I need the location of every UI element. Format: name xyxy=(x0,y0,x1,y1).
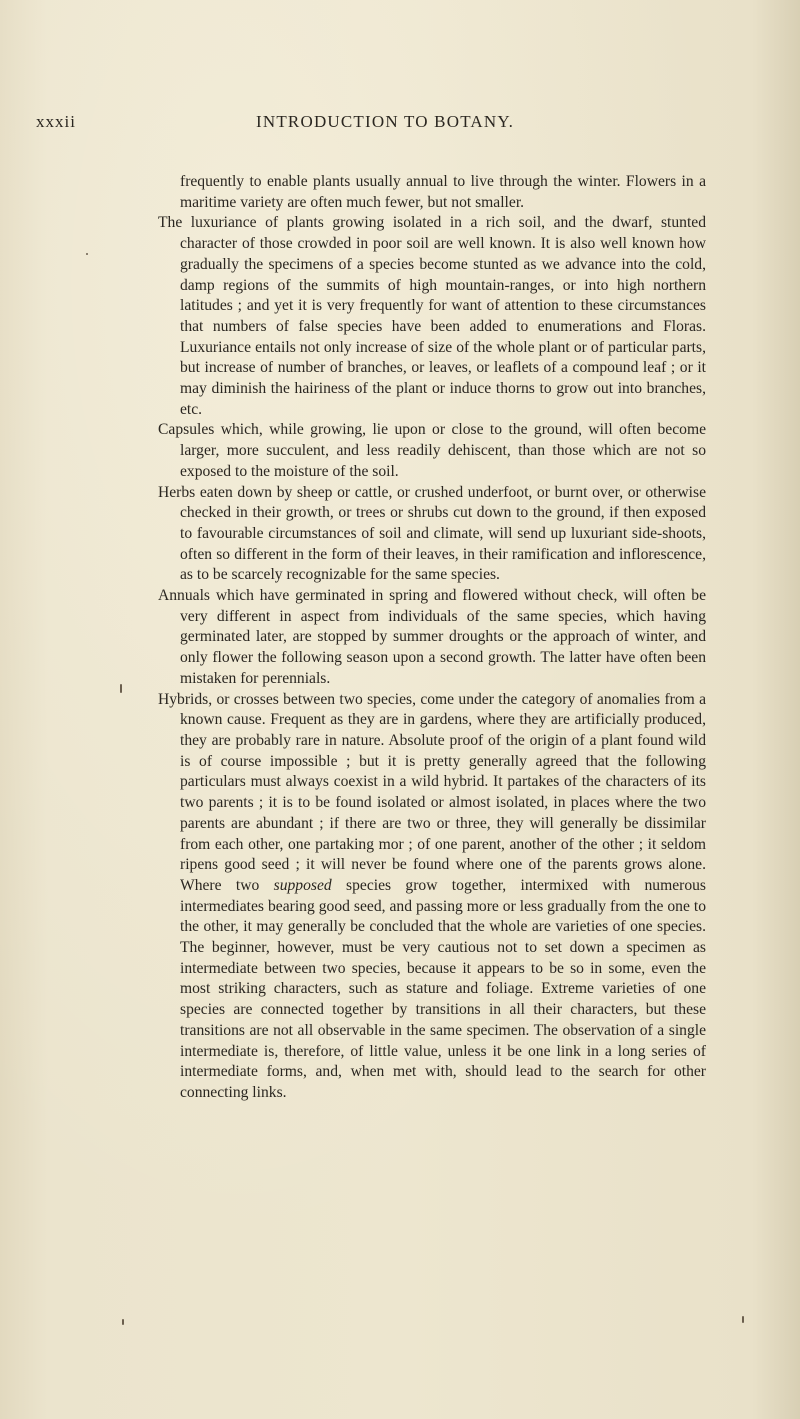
italic-word: supposed xyxy=(273,876,332,894)
paragraph: Herbs eaten down by sheep or cattle, or crushed underfoot, or burnt over, or otherwise checked in their growth, or trees or shrubs cut down to the ground, if then exposed to favourable circumstances of soil and climate, will send up luxuriant side-shoots, often so different in the form of their leaves, in their ramification and inflorescence, as to be scarcely recognizable for the same species. xyxy=(158,483,706,584)
paragraph: Capsules which, while growing, lie upon or close to the ground, will often become larger, more succulent, and less readily dehiscent, than those which are not so exposed to the moisture of the soil. xyxy=(158,421,706,480)
paper-speck xyxy=(742,1316,744,1323)
paper-speck xyxy=(120,684,122,693)
paper-speck xyxy=(86,253,88,255)
paragraph: The luxuriance of plants growing isolated in a rich soil, and the dwarf, stunted character of those crowded in poor soil are well known. It is also well known how gradually the specimens of a species become stunted as we advance into the cold, damp regions of the summits of high mountain-ranges, or into high northern latitudes ; and yet it is very frequently for want of attention to these circumstances that numbers of false species have been added to enumerations and Floras. Luxuriance entails not only increase of size of the whole plant or of particular parts, but increase of number of branches, or leaves, or leaflets of a compound leaf ; or it may diminish the hairiness of the plant or induce thorns to grow out into branches, etc. xyxy=(158,214,706,418)
body-text xyxy=(158,172,706,1104)
paragraph-text: species grow together, intermixed with numerous intermediates bearing good seed, and passing more or less gradually from the one to the other, it may generally be concluded that the whole are varieties of one species. The beginner, however, must be very cautious not to set down a specimen as intermediate between two species, because it appears to be so in some, even the most striking characters, such as stature and foliage. Extreme varieties of one species are connected together by transitions in all their characters, but these transitions are not all observable in the same specimen. The observation of a single intermediate is, therefore, of little value, unless it be one link in a long series of intermediate forms, and, when met with, should lead to the search for other connecting links. xyxy=(180,876,706,1101)
running-title: INTRODUCTION TO BOTANY. xyxy=(256,112,515,131)
page-number: xxxii xyxy=(36,112,76,131)
paragraph xyxy=(158,690,706,1104)
paragraph-text: Hybrids, or crosses between two species, come under the category of anomalies from a known cause. Frequent as they are in gardens, where they are artificially produced, they are probably rare in nature. Absolute proof of the origin of a plant found wild is of course impossible ; but it is pretty generally agreed that the following particulars must always coexist in a wild hybrid. It partakes of the characters of its two parents ; it is to be found isolated or almost isolated, in places where the two parents are abundant ; if there are two or three, they will generally be dissimilar from each other, one partaking mor ; of one parent, another of the other ; it seldom ripens good seed ; it will never be found where one of the parents grows alone. Where two xyxy=(158,690,706,894)
paragraph: frequently to enable plants usually annual to live through the winter. Flowers in a maritime variety are often much fewer, but not smaller. xyxy=(180,173,706,211)
paper-speck xyxy=(122,1319,124,1325)
paragraph: Annuals which have germinated in spring and flowered without check, will often be very different in aspect from individuals of the same species, which having germinated later, are stopped by summer droughts or the approach of winter, and only flower the following season upon a second growth. The latter have often been mistaken for perennials. xyxy=(158,587,706,687)
page-header xyxy=(36,112,760,136)
